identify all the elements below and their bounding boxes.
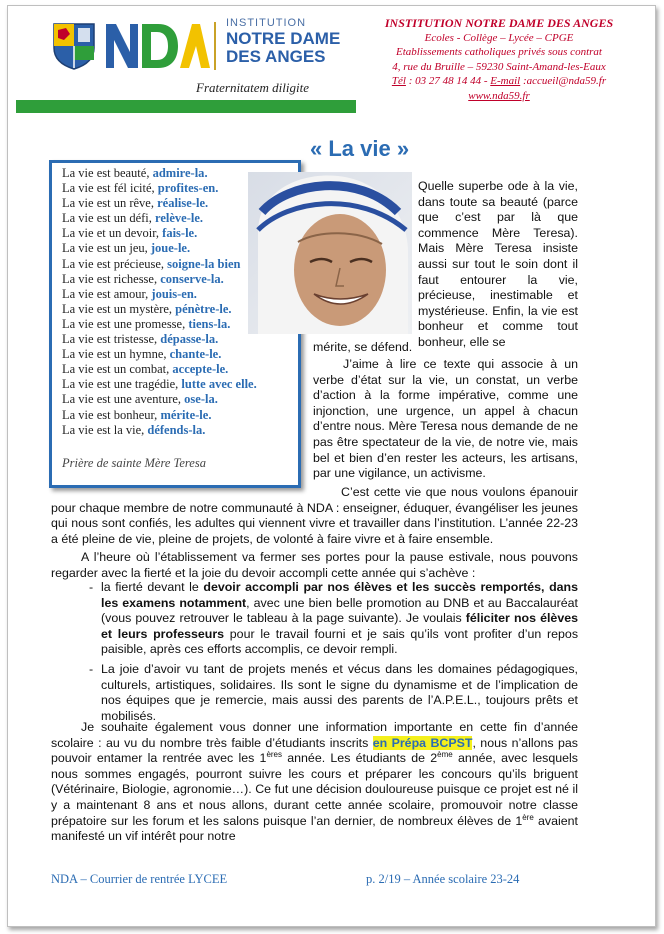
poem-line-text: La vie et un devoir, (62, 226, 163, 241)
institution-name (226, 30, 340, 66)
poem-line-text: La vie est un combat, (62, 362, 173, 377)
poem-line-verb: ose-la (184, 392, 215, 407)
poem-line-end: . (204, 166, 208, 180)
poem-line-end: . (202, 422, 206, 437)
poem-line-text: La vie est amour, (62, 286, 152, 301)
contact-address: 4, rue du Bruille – 59230 Saint-Amand-les-Eaux (392, 60, 606, 73)
list-item (51, 662, 578, 724)
poem-line (62, 196, 257, 211)
poem-line (62, 166, 257, 181)
poem-line (62, 362, 257, 377)
institution-name-line1: NOTRE DAME (226, 29, 341, 48)
email-link[interactable]: E-mail (490, 75, 521, 87)
poem-line (62, 241, 257, 256)
poem-line-text: La vie est un hymne, (62, 347, 170, 362)
poem-line-text: La vie est tristesse, (62, 332, 161, 347)
bullet-dash: - (89, 580, 94, 594)
poem-line-text: La vie est richesse, (62, 271, 161, 286)
contact-phone-email (374, 74, 624, 89)
contact-line3: Etablissements catholiques privés sous contrat (396, 46, 602, 58)
poem-line (62, 408, 257, 423)
bullet1-bold-d: féliciter nos élèves et leurs professeurs (101, 611, 578, 641)
poem-line (62, 287, 257, 302)
para5-text-b: , nous n’allons pas pouvoir entamer la rentrée avec les 1 (51, 735, 579, 766)
poem-line-verb: admire-la (152, 166, 205, 180)
article-title: « La vie » (310, 136, 410, 161)
poem-line-verb: jouis-en (151, 286, 194, 301)
poem-line-end: . (227, 316, 231, 331)
poem-line-verb: joue-le (150, 241, 187, 256)
email-text: :accueil@nda59.fr (520, 75, 607, 87)
footer-left: NDA – Courrier de rentrée LYCEE (51, 872, 228, 886)
paragraph-4: A l’heure où l’établissement va fermer ses portes pour la pause estivale, nous pouvons regarder avec la fierté et la joie du devoir accompli cette année qui s’achève : (51, 550, 578, 580)
poem-signature: Prière de sainte Mère Teresa (62, 456, 206, 470)
poem-line-text: La vie est un jeu, (62, 241, 151, 256)
poem-line (62, 181, 257, 196)
paragraph-5 (51, 720, 578, 845)
poem-line-text: La vie est bonheur, (62, 407, 161, 422)
poem-line-verb: accepte-le (172, 362, 226, 377)
poem-line-text: La vie est fél icité, (62, 181, 158, 196)
tel-label: Tél (391, 75, 406, 87)
poem-line (62, 272, 257, 287)
poem (62, 166, 257, 438)
poem-line-end: . (205, 196, 209, 211)
poem-line-end: . (194, 226, 198, 241)
poem-line-verb: fais-le (162, 226, 195, 241)
poem-line-verb: conserve-la (160, 271, 221, 286)
bullet-dash: - (89, 661, 94, 676)
poem-line (62, 392, 257, 407)
poem-line-verb: chante-le (169, 347, 219, 362)
highlight-bcpst: en Prépa BCPST (372, 735, 473, 750)
poem-line-text: La vie est la vie, (62, 422, 148, 437)
poem-line (62, 302, 257, 317)
poem-line-end: . (228, 301, 232, 316)
poem-line (62, 347, 257, 362)
logo-divider (214, 22, 216, 70)
bullet1-text-e: pour le travail fourni et je sais qu’ils vont profiter d’un repos paisible, après ces efforts accomplis, ce devoir rempli. (101, 626, 579, 657)
institution-name-line2: DES ANGES (226, 47, 326, 66)
poem-line-text: La vie est précieuse, (62, 256, 168, 271)
paragraph-1-end: mérite, se défend. (313, 340, 413, 354)
contact-block (374, 16, 624, 103)
poem-line-verb: défends-la (147, 422, 203, 437)
poem-line (62, 257, 257, 272)
website-link[interactable]: www.nda59.fr (468, 89, 530, 102)
poem-line-text: La vie est beauté, (62, 166, 153, 180)
poem-line-end: . (199, 211, 204, 226)
institution-label: INSTITUTION (226, 17, 307, 29)
poem-line (62, 332, 257, 347)
paragraph-2: J’aime à lire ce texte qui associe à un verbe d’état sur la vie, un constat, un verbe d’action à la forme impérative, comme une injonction, une urgence, un appel à chacun d’entre nous. Mère Teresa nous demande de ne pas être spectateur de la vie, de notre vie, mais bel et bien d’en rester les acteurs, les artisans, par une vigilance, un activisme. (313, 357, 578, 481)
poem-line-verb: profites-en (157, 181, 216, 196)
list-item (51, 580, 578, 658)
bullet2-text: La joie d’avoir vu tant de projets menés et vécus dans les domaines pédagogiques, culturels, artistiques, solidaires. Ils sont le signe du dynamisme et de l’implication de nos équipes que je remercie, mais aussi des parents de l’A.P.E.L., toujours prêts et mobilisés. (101, 661, 578, 723)
contact-line2: Ecoles - Collège – Lycée – CPGE (424, 31, 574, 44)
poem-line-end: . (220, 271, 224, 286)
poem-line-end: . (215, 332, 219, 347)
poem-line-end: . (225, 362, 229, 377)
poem-line-text: La vie est un mystère, (62, 301, 176, 316)
poem-line-verb: pénètre-le (175, 301, 229, 316)
superscript: ère (522, 812, 534, 822)
para5-text-d: année, avec lesquels nous sommes engagés, pourront suivre les cours et préparer les concours qu’ils briguent (Vétérinaire, Biologie, agronomie…). Ce fut une décision douloureuse puisque ce projet est né il y a maintenant 8 ans et nous allons, durant cette année scolaire, promouvoir notre classe prépatoire sur les forum et les salons puisque l’an dernier, de nombreux élèves de 1 (51, 751, 578, 828)
poem-line (62, 211, 257, 226)
poem-line-verb: mérite-le (160, 407, 209, 422)
motto: Fraternitatem diligite (196, 80, 310, 95)
poem-line-text: La vie est une tragédie, (62, 377, 182, 392)
poem-line-verb: réalise-le (157, 196, 205, 211)
nda-logo-icon (104, 18, 210, 72)
tel-text: : 03 27 48 14 44 - (405, 75, 491, 87)
poem-line (62, 377, 257, 392)
poem-line (62, 317, 257, 332)
poem-line-verb: dépasse-la (160, 332, 216, 347)
poem-line-end: . (186, 241, 191, 256)
poem-line-verb: relève-le (155, 211, 200, 226)
poem-line-verb: tiens-la (188, 316, 228, 331)
poem-line-text: La vie est une aventure, (62, 392, 185, 407)
footer-right: p. 2/19 – Année scolaire 23-24 (366, 872, 520, 886)
para5-text-a: Je souhaite également vous donner une information importante en cette fin d’année scolaire : au vu du nombre très faible d’étudiants inscrits (51, 720, 578, 750)
bullet1-bold-b: devoir accompli par nos élèves et les succès remportés, dans les examens notamment (101, 580, 578, 610)
poem-line (62, 226, 257, 241)
bullet1-text-a: la fierté devant le (101, 580, 204, 594)
poem-line-end: . (218, 347, 222, 362)
poem-line-end: . (215, 181, 219, 196)
poem-line-end: . (193, 286, 197, 301)
poem-line-verb: lutte avec elle (181, 377, 254, 392)
poem-line (62, 423, 257, 438)
poem-line-end: . (253, 377, 257, 392)
superscript: ème (437, 750, 453, 760)
poem-line-end: . (208, 407, 212, 422)
poem-line-verb: soigne-la bien (167, 256, 241, 271)
paragraph-1: Quelle superbe ode à la vie, dans toute sa beauté (parce que c’est par là que commence Mère Teresa). Mais Mère Teresa insiste aussi sur tout le soin dont il faut entourer la vie, précieuse, inestimable et mystérieuse. Enfin, la vie est bonheur et comme tout bonheur, elle se (418, 179, 578, 349)
para5-text-e: avaient manifesté un vif intérêt pour notre (51, 813, 578, 844)
superscript: ères (266, 750, 282, 760)
contact-title: INSTITUTION NOTRE DAME DES ANGES (384, 16, 614, 30)
mother-teresa-photo (248, 172, 412, 334)
poem-line-text: La vie est une promesse, (62, 316, 189, 331)
bullet-list (51, 580, 578, 728)
crest-icon (52, 22, 96, 70)
header-green-bar (16, 100, 356, 113)
paragraph-3: C’est cette vie que nous voulons épanouir pour chaque membre de notre communauté à NDA : enseigner, éduquer, évangéliser les jeunes qui nous sont confiés, les adultes qui viennent vivre et travailler dans l’institution. L’année 22-23 a été pleine de vie, pleine de projets, de volonté à faire vivre et à faire ensemble. (51, 485, 578, 546)
poem-line-end: . (214, 392, 218, 407)
poem-line-text: La vie est un rêve, (62, 196, 158, 211)
bullet1-text-c: , avec une bien belle promotion au DNB et au Baccalauréat (vous pouvez retrouver le tableau à la page suivante). Je voulais (101, 595, 578, 626)
para5-text-c: année. Les étudiants de 2 (282, 751, 438, 766)
poem-line-text: La vie est un défi, (62, 211, 156, 226)
